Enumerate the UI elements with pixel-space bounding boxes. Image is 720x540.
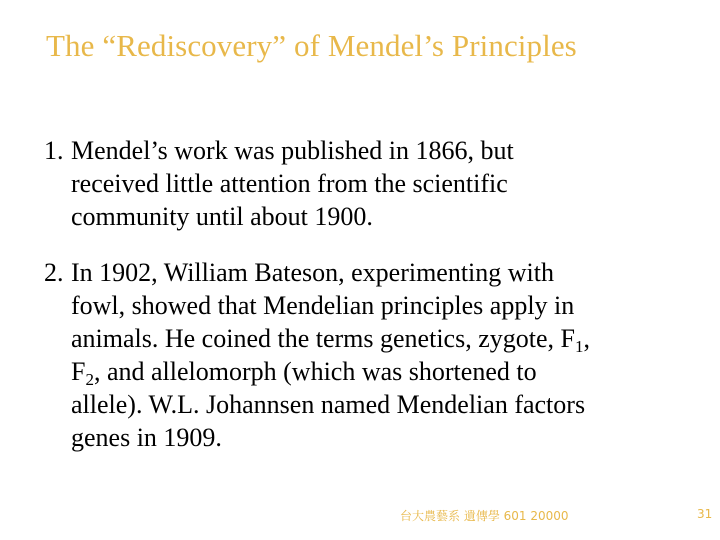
item-line: fowl, showed that Mendelian principles apply in	[71, 291, 575, 320]
item-line: genes in 1909.	[71, 423, 222, 452]
item-line-text: animals. He coined the terms genetics, zygote, F	[71, 324, 575, 353]
item-line	[71, 322, 684, 355]
item-line-text: , and allelomorph (which was shortened to	[93, 357, 537, 386]
item-line	[71, 355, 684, 388]
item-text	[71, 256, 684, 454]
item-line: Mendel’s work was published in 1866, but	[71, 136, 514, 165]
item-line-text: F	[71, 357, 86, 386]
item-line: allele). W.L. Johannsen named Mendelian factors	[71, 390, 586, 419]
item-number: 1.	[44, 136, 64, 165]
item-text	[71, 134, 664, 233]
item-line: community until about 1900.	[71, 202, 373, 231]
list-item-1	[44, 134, 664, 233]
item-line: received little attention from the scientific	[71, 169, 508, 198]
slide-title: The “Rediscovery” of Mendel’s Principles	[46, 28, 577, 63]
subscript: 2	[85, 370, 94, 389]
list-item-2	[44, 256, 684, 454]
footer-course-label: 台大農藝系 遺傳學 601 20000	[400, 509, 569, 523]
item-line-text: ,	[583, 324, 590, 353]
subscript: 1	[574, 337, 584, 356]
item-number: 2.	[44, 258, 64, 287]
item-line: In 1902, William Bateson, experimenting with	[71, 258, 555, 287]
page-number: 31	[697, 507, 713, 521]
